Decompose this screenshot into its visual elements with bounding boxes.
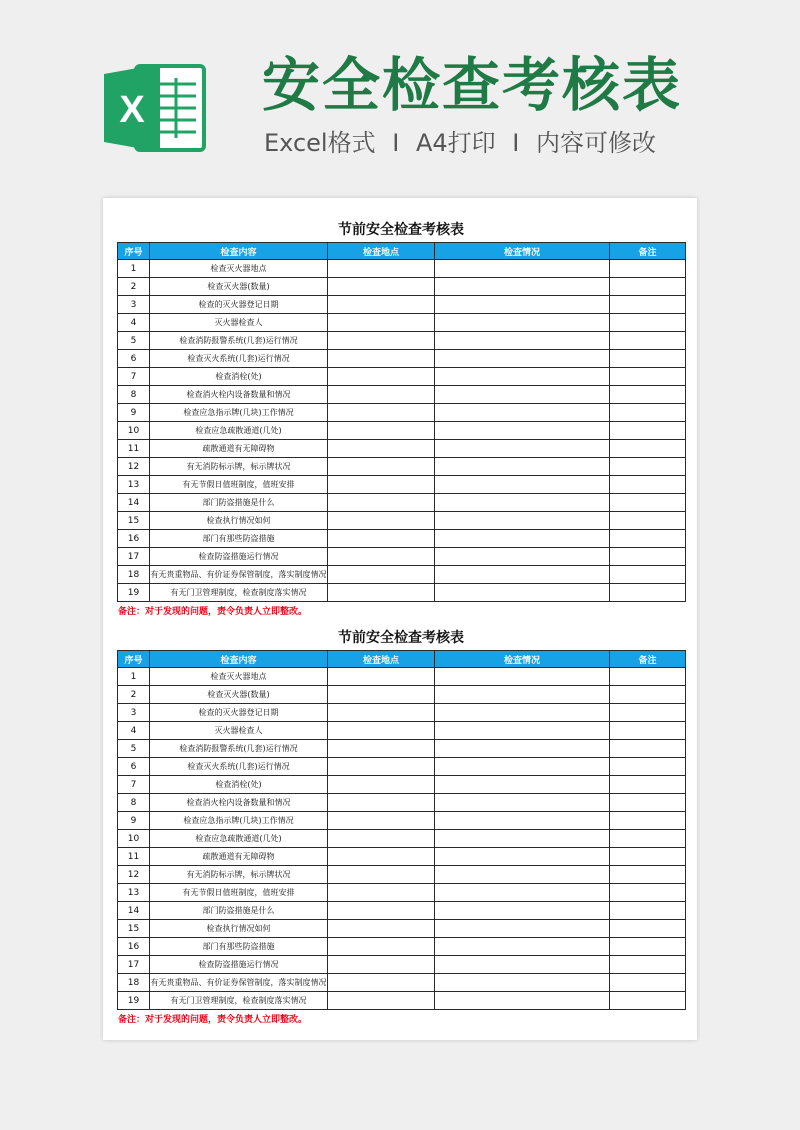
row-remarks-cell[interactable] [610, 902, 686, 920]
page-subtitle [264, 128, 704, 158]
row-remarks-cell[interactable] [610, 704, 686, 722]
document-page [103, 198, 697, 1040]
row-index-cell: 17 [118, 548, 150, 566]
sheet-note: 备注：对于发现的问题，责令负责人立即整改。 [118, 607, 308, 617]
row-remarks-cell[interactable] [610, 830, 686, 848]
row-remarks-cell[interactable] [610, 938, 686, 956]
row-index-cell: 15 [118, 512, 150, 530]
row-content-cell: 部门防盗措施是什么 [150, 494, 328, 512]
table-row [118, 704, 686, 722]
row-location-cell[interactable] [328, 494, 435, 512]
row-status-cell[interactable] [435, 260, 610, 278]
row-index-cell: 1 [118, 260, 150, 278]
column-header-index: 序号 [118, 243, 150, 260]
row-content-cell: 检查灭火器(数量) [150, 686, 328, 704]
row-location-cell[interactable] [328, 476, 435, 494]
row-index-cell: 17 [118, 956, 150, 974]
row-remarks-cell[interactable] [610, 566, 686, 584]
row-remarks-cell[interactable] [610, 296, 686, 314]
subtitle-print: A4打印 [415, 129, 496, 157]
row-content-cell: 有无节假日值班制度，值班安排 [150, 476, 328, 494]
table-row [118, 368, 686, 386]
row-content-cell: 检查消火栓内设备数量和情况 [150, 794, 328, 812]
row-location-cell[interactable] [328, 530, 435, 548]
row-status-cell[interactable] [435, 902, 610, 920]
sheet-title: 节前安全检查考核表 [338, 630, 464, 646]
row-remarks-cell[interactable] [610, 404, 686, 422]
row-status-cell[interactable] [435, 584, 610, 602]
table-row [118, 920, 686, 938]
table-row [118, 884, 686, 902]
column-header-status: 检查情况 [435, 243, 610, 260]
row-index-cell: 16 [118, 530, 150, 548]
row-content-cell: 检查灭火器(数量) [150, 278, 328, 296]
row-location-cell[interactable] [328, 938, 435, 956]
row-content-cell: 疏散通道有无障碍物 [150, 440, 328, 458]
row-content-cell: 检查消防报警系统(几套)运行情况 [150, 740, 328, 758]
row-location-cell[interactable] [328, 884, 435, 902]
row-index-cell: 3 [118, 704, 150, 722]
row-remarks-cell[interactable] [610, 476, 686, 494]
row-status-cell[interactable] [435, 458, 610, 476]
row-status-cell[interactable] [435, 830, 610, 848]
row-remarks-cell[interactable] [610, 350, 686, 368]
row-location-cell[interactable] [328, 386, 435, 404]
row-status-cell[interactable] [435, 314, 610, 332]
row-location-cell[interactable] [328, 404, 435, 422]
row-status-cell[interactable] [435, 350, 610, 368]
table-row [118, 296, 686, 314]
table-row [118, 350, 686, 368]
column-header-location: 检查地点 [328, 651, 435, 668]
row-status-cell[interactable] [435, 548, 610, 566]
row-index-cell: 12 [118, 458, 150, 476]
row-index-cell: 11 [118, 440, 150, 458]
table-row [118, 722, 686, 740]
table-row [118, 584, 686, 602]
row-content-cell: 检查应急疏散通道(几处) [150, 422, 328, 440]
row-remarks-cell[interactable] [610, 386, 686, 404]
table-row [118, 260, 686, 278]
column-header-location: 检查地点 [328, 243, 435, 260]
row-location-cell[interactable] [328, 956, 435, 974]
row-index-cell: 6 [118, 350, 150, 368]
row-remarks-cell[interactable] [610, 440, 686, 458]
row-remarks-cell[interactable] [610, 314, 686, 332]
row-location-cell[interactable] [328, 920, 435, 938]
row-remarks-cell[interactable] [610, 278, 686, 296]
table-row [118, 776, 686, 794]
row-location-cell[interactable] [328, 512, 435, 530]
row-index-cell: 8 [118, 386, 150, 404]
row-content-cell: 有无门卫管理制度，检查制度落实情况 [150, 584, 328, 602]
row-location-cell[interactable] [328, 368, 435, 386]
row-status-cell[interactable] [435, 776, 610, 794]
table-row [118, 974, 686, 992]
table-row [118, 812, 686, 830]
table-header-row [118, 651, 686, 668]
row-index-cell: 12 [118, 866, 150, 884]
table-row [118, 794, 686, 812]
row-status-cell[interactable] [435, 404, 610, 422]
row-status-cell[interactable] [435, 740, 610, 758]
row-index-cell: 18 [118, 566, 150, 584]
row-status-cell[interactable] [435, 758, 610, 776]
row-content-cell: 有无贵重物品、有价证券保管制度，落实制度情况 [150, 566, 328, 584]
row-remarks-cell[interactable] [610, 530, 686, 548]
row-content-cell: 检查应急指示牌(几块)工作情况 [150, 812, 328, 830]
row-index-cell: 13 [118, 884, 150, 902]
row-status-cell[interactable] [435, 422, 610, 440]
row-location-cell[interactable] [328, 332, 435, 350]
row-index-cell: 5 [118, 740, 150, 758]
row-status-cell[interactable] [435, 974, 610, 992]
table-row [118, 668, 686, 686]
row-remarks-cell[interactable] [610, 368, 686, 386]
row-remarks-cell[interactable] [610, 722, 686, 740]
row-index-cell: 2 [118, 278, 150, 296]
table-row [118, 830, 686, 848]
row-location-cell[interactable] [328, 992, 435, 1010]
row-status-cell[interactable] [435, 722, 610, 740]
row-content-cell: 部门防盗措施是什么 [150, 902, 328, 920]
row-content-cell: 检查执行情况如何 [150, 512, 328, 530]
row-content-cell: 检查消栓(处) [150, 776, 328, 794]
row-location-cell[interactable] [328, 758, 435, 776]
row-content-cell: 部门有那些防盗措施 [150, 938, 328, 956]
table-header-row [118, 243, 686, 260]
row-index-cell: 2 [118, 686, 150, 704]
row-status-cell[interactable] [435, 938, 610, 956]
row-status-cell[interactable] [435, 512, 610, 530]
row-status-cell[interactable] [435, 332, 610, 350]
column-header-remarks: 备注 [610, 651, 686, 668]
table-row [118, 956, 686, 974]
row-remarks-cell[interactable] [610, 668, 686, 686]
column-header-content: 检查内容 [150, 243, 328, 260]
row-index-cell: 5 [118, 332, 150, 350]
row-location-cell[interactable] [328, 866, 435, 884]
row-status-cell[interactable] [435, 794, 610, 812]
row-content-cell: 检查的灭火器登记日期 [150, 296, 328, 314]
table-row [118, 992, 686, 1010]
column-header-status: 检查情况 [435, 651, 610, 668]
row-location-cell[interactable] [328, 350, 435, 368]
row-content-cell: 检查消防报警系统(几套)运行情况 [150, 332, 328, 350]
table-row [118, 512, 686, 530]
table-row [118, 314, 686, 332]
row-status-cell[interactable] [435, 866, 610, 884]
row-index-cell: 15 [118, 920, 150, 938]
row-remarks-cell[interactable] [610, 332, 686, 350]
row-index-cell: 16 [118, 938, 150, 956]
row-location-cell[interactable] [328, 278, 435, 296]
row-index-cell: 10 [118, 830, 150, 848]
row-content-cell: 检查消火栓内设备数量和情况 [150, 386, 328, 404]
row-index-cell: 4 [118, 314, 150, 332]
table-row [118, 458, 686, 476]
row-location-cell[interactable] [328, 260, 435, 278]
row-content-cell: 灭火器检查人 [150, 314, 328, 332]
row-remarks-cell[interactable] [610, 848, 686, 866]
row-index-cell: 7 [118, 368, 150, 386]
inspection-sheet [117, 626, 685, 1027]
row-content-cell: 有无贵重物品、有价证券保管制度，落实制度情况 [150, 974, 328, 992]
row-status-cell[interactable] [435, 668, 610, 686]
inspection-table [117, 242, 686, 602]
row-status-cell[interactable] [435, 920, 610, 938]
row-remarks-cell[interactable] [610, 956, 686, 974]
row-remarks-cell[interactable] [610, 686, 686, 704]
row-index-cell: 9 [118, 812, 150, 830]
row-remarks-cell[interactable] [610, 974, 686, 992]
row-remarks-cell[interactable] [610, 584, 686, 602]
row-remarks-cell[interactable] [610, 422, 686, 440]
row-remarks-cell[interactable] [610, 812, 686, 830]
subtitle-format: Excel格式 [264, 129, 376, 157]
row-index-cell: 19 [118, 992, 150, 1010]
row-index-cell: 7 [118, 776, 150, 794]
page-header [0, 0, 800, 190]
excel-logo-icon [102, 60, 208, 156]
row-content-cell: 检查应急指示牌(几块)工作情况 [150, 404, 328, 422]
subtitle-editable: 内容可修改 [535, 129, 656, 157]
inspection-sheet [117, 218, 685, 619]
row-status-cell[interactable] [435, 566, 610, 584]
row-status-cell[interactable] [435, 278, 610, 296]
row-status-cell[interactable] [435, 812, 610, 830]
row-index-cell: 19 [118, 584, 150, 602]
row-index-cell: 13 [118, 476, 150, 494]
row-location-cell[interactable] [328, 458, 435, 476]
table-row [118, 404, 686, 422]
row-status-cell[interactable] [435, 368, 610, 386]
row-index-cell: 9 [118, 404, 150, 422]
row-remarks-cell[interactable] [610, 920, 686, 938]
table-row [118, 866, 686, 884]
subtitle-separator: I [512, 129, 520, 157]
row-location-cell[interactable] [328, 548, 435, 566]
row-remarks-cell[interactable] [610, 866, 686, 884]
table-row [118, 938, 686, 956]
row-status-cell[interactable] [435, 440, 610, 458]
row-location-cell[interactable] [328, 776, 435, 794]
row-status-cell[interactable] [435, 386, 610, 404]
row-content-cell: 有无节假日值班制度，值班安排 [150, 884, 328, 902]
row-status-cell[interactable] [435, 494, 610, 512]
row-location-cell[interactable] [328, 848, 435, 866]
table-row [118, 530, 686, 548]
row-status-cell[interactable] [435, 476, 610, 494]
row-location-cell[interactable] [328, 704, 435, 722]
row-index-cell: 10 [118, 422, 150, 440]
row-index-cell: 1 [118, 668, 150, 686]
table-row [118, 686, 686, 704]
row-location-cell[interactable] [328, 296, 435, 314]
excel-logo-letter: X [119, 89, 145, 131]
table-row [118, 740, 686, 758]
table-row [118, 332, 686, 350]
row-index-cell: 6 [118, 758, 150, 776]
column-header-content: 检查内容 [150, 651, 328, 668]
row-content-cell: 疏散通道有无障碍物 [150, 848, 328, 866]
row-location-cell[interactable] [328, 422, 435, 440]
row-location-cell[interactable] [328, 440, 435, 458]
row-status-cell[interactable] [435, 884, 610, 902]
row-location-cell[interactable] [328, 566, 435, 584]
row-content-cell: 有无消防标示牌，标示牌状况 [150, 458, 328, 476]
row-remarks-cell[interactable] [610, 758, 686, 776]
table-row [118, 278, 686, 296]
row-remarks-cell[interactable] [610, 992, 686, 1010]
row-remarks-cell[interactable] [610, 512, 686, 530]
row-index-cell: 4 [118, 722, 150, 740]
column-header-remarks: 备注 [610, 243, 686, 260]
row-location-cell[interactable] [328, 740, 435, 758]
row-content-cell: 检查应急疏散通道(几处) [150, 830, 328, 848]
row-status-cell[interactable] [435, 530, 610, 548]
table-row [118, 566, 686, 584]
row-remarks-cell[interactable] [610, 458, 686, 476]
row-location-cell[interactable] [328, 974, 435, 992]
table-row [118, 422, 686, 440]
row-content-cell: 部门有那些防盗措施 [150, 530, 328, 548]
row-remarks-cell[interactable] [610, 740, 686, 758]
table-row [118, 440, 686, 458]
table-row [118, 386, 686, 404]
row-location-cell[interactable] [328, 668, 435, 686]
row-remarks-cell[interactable] [610, 548, 686, 566]
row-status-cell[interactable] [435, 956, 610, 974]
row-content-cell: 检查防盗措施运行情况 [150, 956, 328, 974]
table-row [118, 476, 686, 494]
row-index-cell: 18 [118, 974, 150, 992]
row-location-cell[interactable] [328, 686, 435, 704]
row-remarks-cell[interactable] [610, 794, 686, 812]
row-remarks-cell[interactable] [610, 260, 686, 278]
row-content-cell: 灭火器检查人 [150, 722, 328, 740]
row-index-cell: 14 [118, 902, 150, 920]
row-index-cell: 14 [118, 494, 150, 512]
row-status-cell[interactable] [435, 296, 610, 314]
row-remarks-cell[interactable] [610, 884, 686, 902]
row-content-cell: 检查的灭火器登记日期 [150, 704, 328, 722]
row-status-cell[interactable] [435, 686, 610, 704]
row-content-cell: 有无消防标示牌，标示牌状况 [150, 866, 328, 884]
row-content-cell: 检查消栓(处) [150, 368, 328, 386]
row-content-cell: 检查灭火系统(几套)运行情况 [150, 350, 328, 368]
row-content-cell: 检查执行情况如何 [150, 920, 328, 938]
row-index-cell: 8 [118, 794, 150, 812]
row-location-cell[interactable] [328, 830, 435, 848]
table-row [118, 548, 686, 566]
inspection-table [117, 650, 686, 1010]
row-location-cell[interactable] [328, 902, 435, 920]
row-remarks-cell[interactable] [610, 494, 686, 512]
row-remarks-cell[interactable] [610, 776, 686, 794]
row-index-cell: 3 [118, 296, 150, 314]
table-row [118, 848, 686, 866]
sheet-note: 备注：对于发现的问题，责令负责人立即整改。 [118, 1015, 308, 1025]
row-status-cell[interactable] [435, 704, 610, 722]
row-content-cell: 检查灭火器地点 [150, 260, 328, 278]
row-status-cell[interactable] [435, 992, 610, 1010]
page-title: 安全检查考核表 [262, 51, 683, 119]
table-row [118, 758, 686, 776]
sheet-title: 节前安全检查考核表 [338, 222, 464, 238]
table-row [118, 902, 686, 920]
row-content-cell: 检查防盗措施运行情况 [150, 548, 328, 566]
row-location-cell[interactable] [328, 794, 435, 812]
row-status-cell[interactable] [435, 848, 610, 866]
row-location-cell[interactable] [328, 812, 435, 830]
row-content-cell: 检查灭火系统(几套)运行情况 [150, 758, 328, 776]
row-content-cell: 有无门卫管理制度，检查制度落实情况 [150, 992, 328, 1010]
row-location-cell[interactable] [328, 584, 435, 602]
row-location-cell[interactable] [328, 314, 435, 332]
row-content-cell: 检查灭火器地点 [150, 668, 328, 686]
subtitle-separator: I [392, 129, 400, 157]
row-index-cell: 11 [118, 848, 150, 866]
table-row [118, 494, 686, 512]
row-location-cell[interactable] [328, 722, 435, 740]
column-header-index: 序号 [118, 651, 150, 668]
